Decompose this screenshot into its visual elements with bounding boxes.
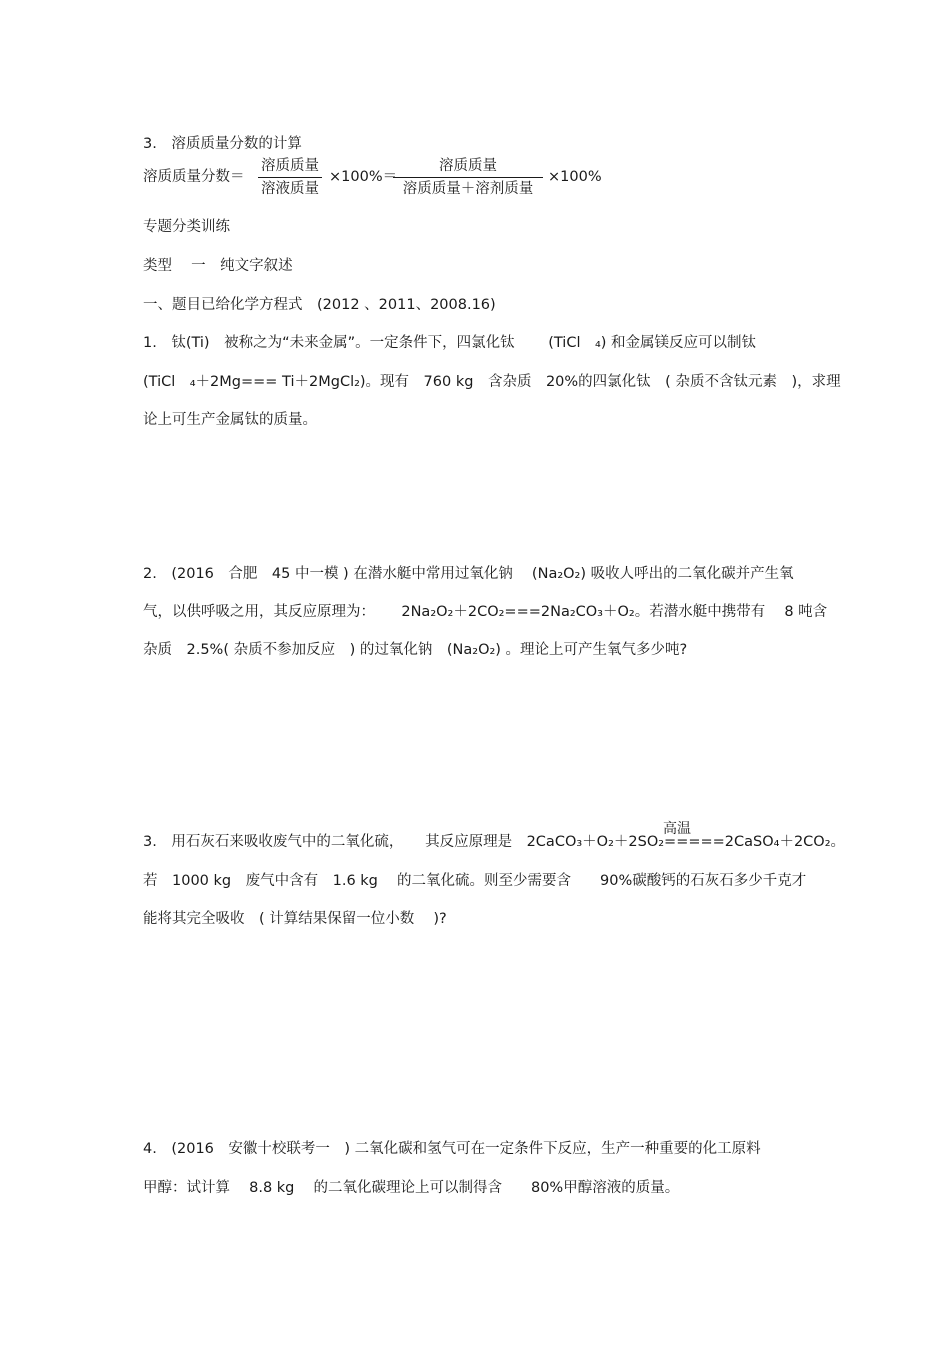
question-1-line-3: 论上可生产金属钛的质量。	[143, 412, 317, 428]
fraction-1	[258, 157, 322, 198]
fraction-1-numerator: 溶质质量	[258, 157, 322, 178]
formula-lhs: 溶质质量分数＝	[143, 169, 245, 185]
question-3-line-2: 若 1000 kg 废气中含有 1.6 kg 的二氧化硫。则至少需要含 90%碳酸钙的石灰石多少千克才	[143, 873, 807, 889]
section-heading: 3. 溶质质量分数的计算	[143, 136, 302, 152]
question-3-line-1: 3. 用石灰石来吸收废气中的二氧化硫， 其反应原理是 2CaCO₃＋O₂＋2SO₂=====2CaSO₄＋2CO₂。	[143, 834, 846, 850]
question-1-line-1: 1. 钛(Ti) 被称之为“未来金属”。一定条件下，四氯化钛 (TiCl ₄) 和金属镁反应可以制钛	[143, 335, 757, 351]
fraction-1-denominator: 溶液质量	[261, 181, 319, 197]
training-title: 专题分类训练	[143, 219, 230, 235]
fraction-2-denominator: 溶质质量＋溶剂质量	[402, 181, 534, 197]
question-3-line-3: 能将其完全吸收 ( 计算结果保留一位小数 )?	[143, 911, 447, 927]
question-2-line-1: 2. (2016 合肥 45 中一模 ) 在潜水艇中常用过氧化钠 (Na₂O₂) 吸收人呼出的二氧化碳并产生氧	[143, 566, 794, 582]
type-title: 类型 一 纯文字叙述	[143, 258, 293, 274]
fraction-2	[393, 157, 543, 198]
times-100-percent-1: ×100%＝	[329, 169, 398, 185]
reaction-condition-label: 高温	[663, 821, 691, 837]
question-4-line-1: 4. (2016 安徽十校联考一 ) 二氧化碳和氢气可在一定条件下反应，生产一种重要的化工原料	[143, 1141, 761, 1157]
question-2-line-3: 杂质 2.5%( 杂质不参加反应 ) 的过氧化钠 (Na₂O₂) 。理论上可产生氧气多少吨?	[143, 642, 688, 658]
subsection-title: 一、题目已给化学方程式 (2012 、2011、2008.16)	[143, 297, 496, 313]
question-1-line-2: (TiCl ₄＋2Mg=== Ti＋2MgCl₂)。现有 760 kg 含杂质 20%的四氯化钛 ( 杂质不含钛元素 )，求理	[143, 374, 841, 390]
question-2-line-2: 气，以供呼吸之用，其反应原理为： 2Na₂O₂＋2CO₂===2Na₂CO₃＋O₂。若潜水艇中携带有 8 吨含	[143, 604, 828, 620]
question-4-line-2: 甲醇：试计算 8.8 kg 的二氧化碳理论上可以制得含 80%甲醇溶液的质量。	[143, 1180, 680, 1196]
times-100-percent-2: ×100%	[548, 169, 602, 185]
fraction-2-numerator: 溶质质量	[393, 157, 543, 178]
